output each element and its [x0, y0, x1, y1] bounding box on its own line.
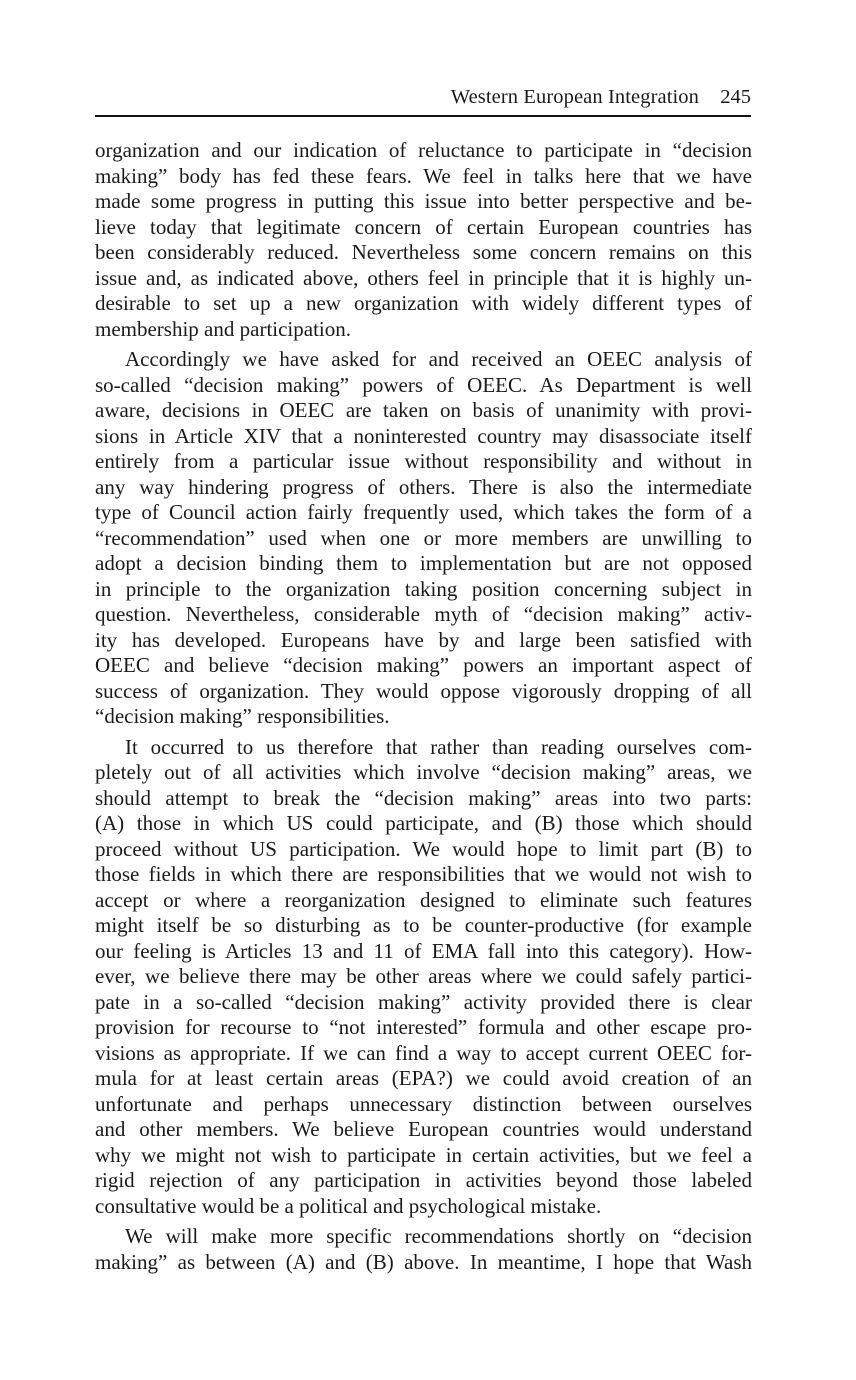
paragraph [95, 735, 752, 1220]
running-title: Western European Integration [450, 86, 699, 108]
text-line: any way hindering progress of others. There is also the intermediate [95, 474, 752, 499]
text-line: been considerably reduced. Nevertheless some concern remains on this [95, 240, 752, 264]
text-line: organization and our indication of reluctance to participate in “decision [95, 138, 752, 162]
text-line: success of organization. They would oppose vigorously dropping of all [95, 678, 752, 703]
text-line: pate in a so-called “decision making” activity provided there is clear [95, 989, 752, 1014]
text-line: question. Nevertheless, considerable myth of “decision making” activ- [95, 602, 752, 626]
text-line: those fields in which there are responsibilities that we would not wish to [95, 862, 752, 886]
text-line: sions in Article XIV that a noninterested country may disassociate itself [95, 423, 752, 448]
text-line: It occurred to us therefore that rather than reading ourselves com- [125, 734, 752, 759]
text-line: lieve today that legitimate concern of certain European countries has [95, 214, 752, 239]
text-line: making” as between (A) and (B) above. In meantime, I hope that Wash [95, 1249, 752, 1274]
text-line: issue and, as indicated above, others feel in principle that it is highly un- [95, 265, 752, 290]
page-body [95, 138, 752, 1275]
text-line: and other members. We believe European countries would understand [95, 1117, 752, 1141]
text-line: “recommendation” used when one or more members are unwilling to [95, 525, 752, 550]
text-line: unfortunate and perhaps unnecessary distinction between ourselves [95, 1091, 752, 1116]
text-line: OEEC and believe “decision making” powers an important aspect of [95, 653, 752, 677]
text-line: our feeling is Articles 13 and 11 of EMA fall into this category). How- [95, 938, 752, 963]
text-line: mula for at least certain areas (EPA?) we could avoid creation of an [95, 1066, 752, 1090]
text-line: why we might not wish to participate in certain activities, but we feel a [95, 1142, 752, 1167]
text-line: visions as appropriate. If we can find a way to accept current OEEC for- [95, 1040, 752, 1065]
text-line: accept or where a reorganization designed to eliminate such features [95, 887, 752, 912]
text-line: type of Council action fairly frequently used, which takes the form of a [95, 500, 752, 524]
text-line: might itself be so disturbing as to be counter-productive (for example [95, 913, 752, 937]
text-line: adopt a decision binding them to implementation but are not opposed [95, 551, 752, 575]
header-rule [95, 115, 751, 117]
text-line: rigid rejection of any participation in activities beyond those labeled [95, 1168, 752, 1192]
text-line: pletely out of all activities which involve “decision making” areas, we [95, 760, 752, 784]
text-line: made some progress in putting this issue into better perspective and be- [95, 189, 752, 213]
paragraph [95, 1224, 752, 1275]
paragraph [95, 347, 752, 730]
text-line: ever, we believe there may be other areas where we could safely partici- [95, 964, 752, 988]
running-header [95, 86, 751, 114]
text-line: provision for recourse to “not interested” formula and other escape pro- [95, 1015, 752, 1039]
text-line: ity has developed. Europeans have by and large been satisfied with [95, 627, 752, 652]
text-line: We will make more specific recommendations shortly on “decision [125, 1224, 752, 1248]
page-number: 245 [720, 86, 751, 108]
text-line: entirely from a particular issue without responsibility and without in [95, 449, 752, 473]
text-line: membership and participation. [95, 316, 352, 341]
text-line: in principle to the organization taking position concerning subject in [95, 576, 752, 601]
text-line: “decision making” responsibilities. [95, 704, 390, 728]
text-line: desirable to set up a new organization with widely different types of [95, 291, 752, 315]
text-line: Accordingly we have asked for and received an OEEC analysis of [125, 347, 752, 371]
text-line: so-called “decision making” powers of OEEC. As Department is well [95, 372, 752, 397]
text-line: consultative would be a political and psychological mistake. [95, 1193, 602, 1218]
paragraph [95, 138, 752, 342]
text-line: should attempt to break the “decision making” areas into two parts: [95, 785, 752, 810]
text-line: making” body has fed these fears. We feel in talks here that we have [95, 163, 752, 188]
text-line: proceed without US participation. We would hope to limit part (B) to [95, 836, 752, 861]
text-line: (A) those in which US could participate, and (B) those which should [95, 811, 752, 835]
text-line: aware, decisions in OEEC are taken on basis of unanimity with provi- [95, 398, 752, 422]
